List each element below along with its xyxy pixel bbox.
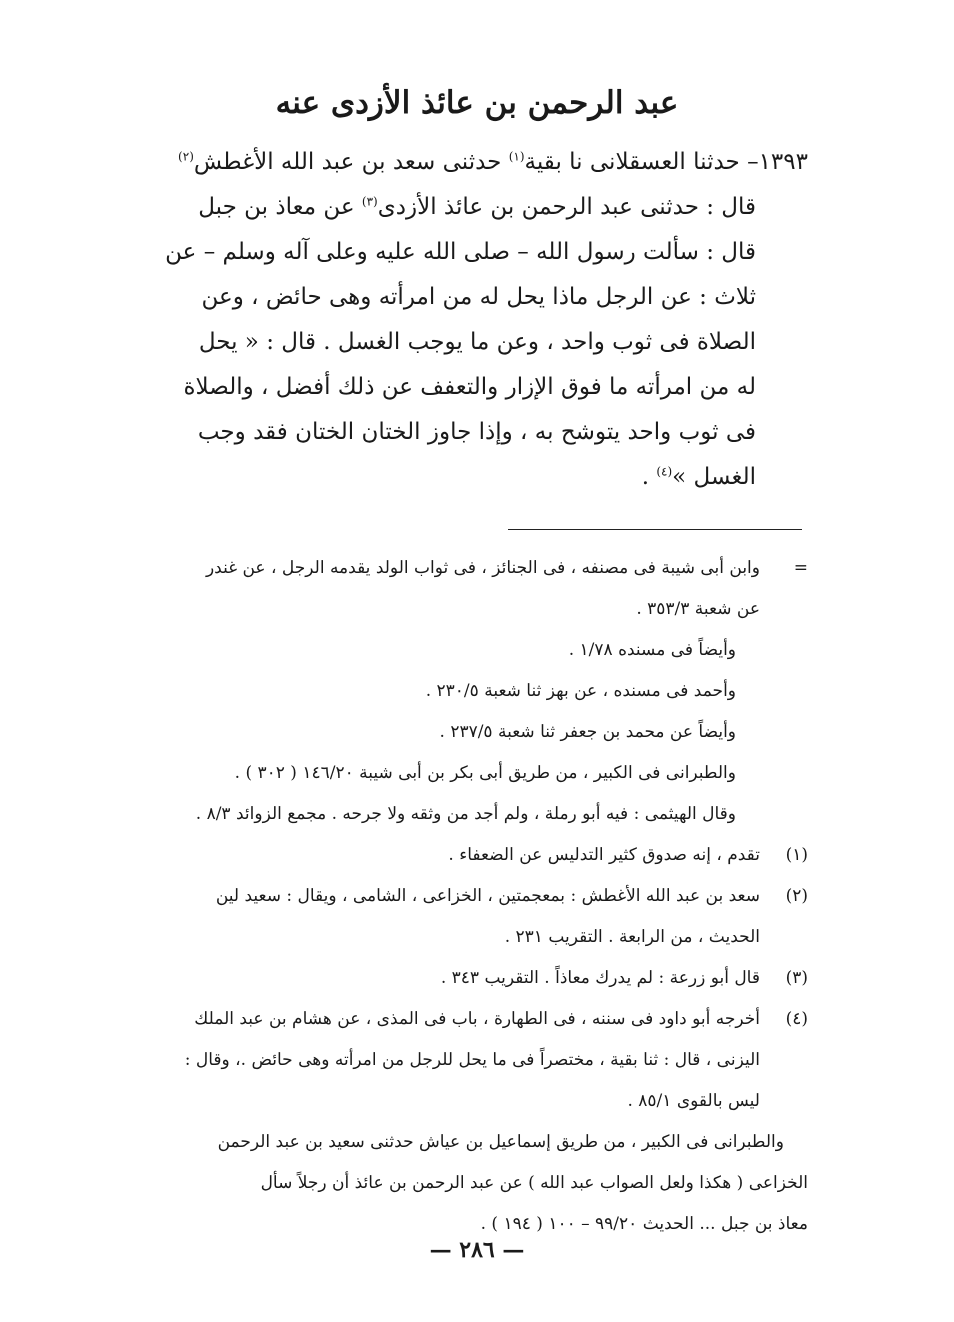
hadith-text-segment: قال : سألت رسول الله – صلى الله عليه وعلى آله وسلم – عن <box>165 239 756 265</box>
footnote-row <box>108 999 808 1040</box>
footnote-ref: (١) <box>508 149 525 164</box>
footnote-text: عن شعبة ٣٥٣/٣ . <box>636 599 760 619</box>
hadith-line <box>108 320 808 365</box>
footnote-row <box>108 835 808 876</box>
footnote-row <box>108 917 808 958</box>
footnote-text: أخرجه أبو داود فى سننه ، فى الطهارة ، باب فى المذى ، عن هشام بن عبد الملك <box>194 1009 760 1029</box>
footnote-row <box>108 671 808 712</box>
footnote-text: وأيضاً عن محمد بن جعفر ثنا شعبة ٢٣٧/٥ . <box>439 722 736 742</box>
hadith-text-segment: قال : حدثنى عبد الرحمن بن عائذ الأزدى <box>377 194 756 220</box>
footnote-text: وأيضاً فى مسنده ١/٧٨ . <box>568 640 736 660</box>
footnote-row <box>108 753 808 794</box>
footnote-divider <box>508 529 802 530</box>
hadith-text-segment: . <box>641 464 657 490</box>
footnote-text: قال أبو زرعة : لم يدرك معاذاً . التقريب ٣٤٣ . <box>440 968 760 988</box>
footnote-marker: (٣) <box>785 968 808 988</box>
hadith-line <box>108 230 808 275</box>
footnotes <box>108 548 808 1245</box>
footnote-marker: (١) <box>785 845 808 865</box>
footnote-row <box>108 958 808 999</box>
footnote-text: والطبرانى فى الكبير ، من طريق أبى بكر بن أبى شيبة ١٤٦/٢٠ ( ٣٠٢ ) . <box>234 763 736 783</box>
footnote-row <box>108 1122 808 1163</box>
footnote-row <box>108 712 808 753</box>
page-title: عبد الرحمن بن عائذ الأزدى عنه <box>275 85 679 121</box>
footnote-row <box>108 589 808 630</box>
footnote-text: اليزنى ، قال : ثنا بقية ، مختصراً فى ما يحل للرجل من امرأته وهى حائض .، وقال : <box>184 1050 760 1070</box>
footnote-row <box>108 794 808 835</box>
footnote-text: معاذ بن جبل ... الحديث ٩٩/٢٠ – ١٠٠ ( ١٩٤ ) . <box>480 1214 808 1234</box>
footnote-row <box>108 630 808 671</box>
hadith-line <box>108 365 808 410</box>
footnote-marker: (٤) <box>785 1009 808 1029</box>
page-number: — ٢٨٦ — <box>429 1237 525 1263</box>
footnote-text: وابن أبى شيبة فى مصنفه ، فى الجنائز ، فى ثواب الولد يقدمه الرجل ، عن غندر <box>205 558 760 578</box>
hadith-text-segment: الصلاة فى ثوب واحد ، وعن ما يوجب الغسل . قال : « يحل <box>198 329 756 355</box>
footnote-ref: (٢) <box>178 149 194 164</box>
footnote-row <box>108 876 808 917</box>
footnote-text: تقدم ، إنه صدوق كثير التدليس عن الضعفاء . <box>448 845 760 865</box>
hadith-line <box>108 185 808 230</box>
hadith-text-segment: فى ثوب واحد يتوشح به ، وإذا جاوز الختان الختان فقد وجب <box>197 419 756 445</box>
hadith-line <box>108 275 808 320</box>
hadith-text-segment: عن معاذ بن جبل <box>198 194 362 220</box>
footnote-ref: (٤) <box>656 464 673 479</box>
hadith-text-segment: حدثنى سعد بن عبد الله الأغطش <box>193 149 509 175</box>
footnote-text: والطبرانى فى الكبير ، من طريق إسماعيل بن عياش حدثنى سعيد بن عبد الرحمن <box>217 1132 784 1152</box>
hadith-text <box>108 140 808 500</box>
hadith-text-segment: له من امرأته ما فوق الإزار والتعفف عن ذلك أفضل ، والصلاة <box>183 374 756 400</box>
footnote-text: الخزاعى ( هكذا ولعل الصواب عبد الله ) عن عبد الرحمن بن عائذ أن رجلاً سأل <box>260 1173 808 1193</box>
footnote-text: ليس بالقوى ٨٥/١ . <box>627 1091 760 1111</box>
footnote-marker: (٢) <box>785 886 808 906</box>
hadith-line <box>108 410 808 455</box>
footnote-text: سعد بن عبد الله الأغطش : بمعجمتين ، الخزاعى ، الشامى ، ويقال : سعيد لين <box>215 886 760 906</box>
footnote-row <box>108 1081 808 1122</box>
footnote-row <box>108 1040 808 1081</box>
hadith-line <box>108 455 808 500</box>
hadith-text-segment: ١٣٩٣– حدثنا العسقلانى نا بقية <box>524 149 808 175</box>
footnote-text: الحديث ، من الرابعة . التقريب ٢٣١ . <box>504 927 760 947</box>
hadith-text-segment: الغسل » <box>672 464 756 490</box>
hadith-text-segment: ثلاث : عن الرجل ماذا يحل له من امرأته وهى حائض ، وعن <box>201 284 756 310</box>
footnote-marker: = <box>793 558 808 578</box>
footnote-text: وقال الهيثمى : فيه أبو رملة ، ولم أجد من وثقه ولا جرحه . مجمع الزوائد ٨/٣ . <box>195 804 736 824</box>
footnote-text: وأحمد فى مسنده ، عن بهز ثنا شعبة ٢٣٠/٥ . <box>425 681 736 701</box>
hadith-line <box>108 140 808 185</box>
footnote-row <box>108 548 808 589</box>
footnote-row <box>108 1163 808 1204</box>
footnote-ref: (٣) <box>361 194 378 209</box>
